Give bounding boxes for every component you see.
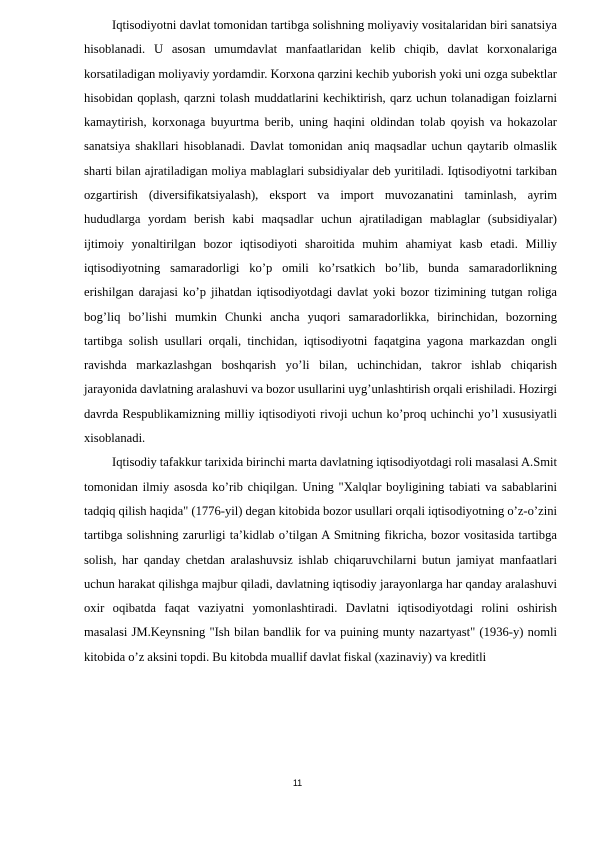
page-number: 11: [292, 778, 303, 788]
paragraph-1: Iqtisodiyotni davlat tomonidan tartibga solishning moliyaviy vositalaridan biri sanatsiya hisoblanadi. U asosan umumdavlat manfaatlaridan kelib chiqib, davlat korxonalariga korsatiladigan moliyaviy yordamdir. Korxona qarzini kechib yuborish yoki uni ozga subektlar hisobidan qoplash, qarzni tolash muddatlarini kechiktirish, qarz uchun tolanadigan foizlarni kamaytirish, korxonaga buyurtma berib, uning haqini oldindan tolab qoyish va hokazolar sanatsiya shakllari hisoblanadi. Davlat tomonidan aniq maqsadlar uchun qaytarib olmaslik sharti bilan ajratiladigan moliya mablaglari subsidiyalar deb yuritiladi. Iqtisodiyotni tarkiban ozgartirish (diversifikatsiyalash), eksport va import muvozanatini taminlash, ayrim hududlarga yordam berish kabi maqsadlar uchun ajratiladigan mablaglar (subsidiyalar) ijtimoiy yonaltirilgan bozor iqtisodiyoti sharoitida muhim ahamiyat kasb etadi. Milliy iqtisodiyotning samaradorligi ko’p omili ko’rsatkich bo’lib, bunda samaradorlikning erishilgan darajasi ko’p jihatdan iqtisodiyotdagi davlat yoki bozor tizimining tutgan roliga bog’liq bo’lishi mumkin Chunki ancha yuqori samaradorlikka, birinchidan, bozorning tartibga solish usullari orqali, tinchidan, iqtisodiyotni faqatgina yagona markazdan ongli ravishda markazlashgan boshqarish yo’li bilan, uchinchidan, takror ishlab chiqarish jarayonida davlatning aralashuvi va bozor usullarini uyg’unlashtirish orqali erishiladi. Hozirgi davrda Respublikamizning milliy iqtisodiyoti rivoji uchun ko’proq uchinchi yo’l xususiyatli xisoblanadi.: [84, 18, 557, 446]
paragraph-2: Iqtisodiy tafakkur tarixida birinchi marta davlatning iqtisodiyotdagi roli masalasi A.Smit tomonidan ilmiy asosda ko’rib chiqilgan. Uning "Xalqlar boyligining tabiati va sabablarini tadqiq qilish haqida" (1776-yil) degan kitobida bozor usullari orqali iqtisodiyotning o’z-o’zini tartibga solishning zarurligi ta’kidlab o’tilgan A Smitning fikricha, bozor vositasida tartibga solish, har qanday chetdan aralashuvsiz ishlab chiqaruvchilarni butun jamiyat manfaatlari uchun harakat qilishga majbur qiladi, davlatning iqtisodiy jarayonlarga har qanday aralashuvi oxir oqibatda faqat vaziyatni yomonlashtiradi. Davlatni iqtisodiyotdagi rolini oshirish masalasi JM.Keynsning "Ish bilan bandlik for va puining munty nazartyast" (1936-y) nomli kitobida o’z aksini topdi. Bu kitobda muallif davlat fiskal (xazinaviy) va kreditli: [84, 455, 557, 664]
body-text: [84, 13, 557, 669]
